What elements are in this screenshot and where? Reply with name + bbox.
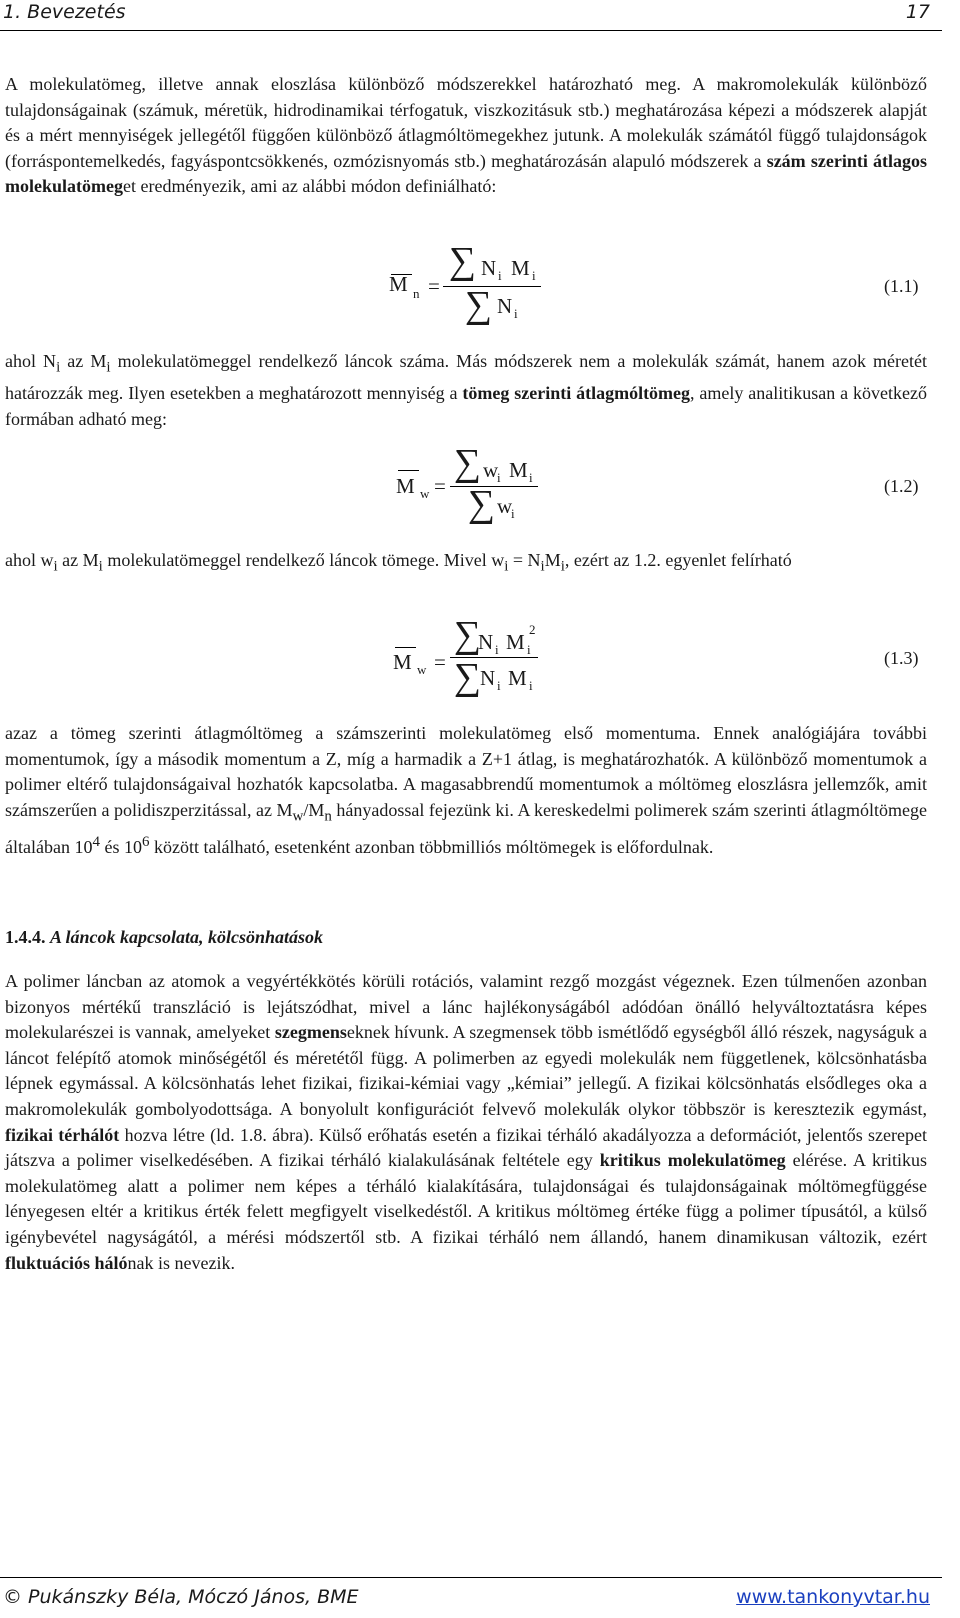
eq-lhs-sub: n — [413, 286, 420, 301]
section-number: 1.4.4. — [5, 927, 46, 947]
p4-c: és 10 — [99, 836, 142, 857]
term-mass-average: tömeg szerinti átlagmóltömeg — [462, 383, 691, 404]
p3-a: az M — [57, 550, 99, 570]
p5-c: eknek hívunk. A szegmensek több ismétlődő egységből álló részek, nagyságuk a láncot felépítő atomok minőségétől és méretétől függ. A polimerben az egyedi molekulák nem függetlenek, kölcsönhatásba lépnek egymással. A kölcsönhatás lehet fizikai, fizikai-kémiai vagy „kémiai” jellegű. A fizikai kölcsönhatás elsődleges oka a makromolekulák gombolyodottsága. A bonyolult konfigurációt felvevő molekulák olykor többször is keresztezik egymást, — [5, 1022, 927, 1119]
eq-lhs: M — [389, 272, 408, 296]
paragraph-mass-average — [5, 349, 927, 432]
p4-text: azaz a tömeg szerinti átlagmóltömeg a számszerinti molekulatömeg első momentuma. Ennek analógiájára további momentumok, így a második momentum a Z, míg a harmadik a Z+1 átlag, is meghatározhatók. A különböző momentumok a polimer eltérő tulajdonságaival hozhatók kapcsolatba. A magasabbrendű momentumok a móltömeg eloszlásra jellemzők, amit számszerűen a polidiszperzitással, az M — [5, 723, 927, 820]
page-number: 17 — [905, 1, 930, 23]
sum-symbol: ∑ — [454, 656, 482, 698]
eq-exponent: 2 — [529, 622, 536, 637]
footer-link[interactable]: www.tankonyvtar.hu — [736, 1586, 930, 1608]
eq-den-b: M — [508, 666, 527, 690]
eq-sub: i — [511, 506, 515, 521]
section-heading — [5, 927, 323, 948]
term-segment: szegmens — [274, 1022, 347, 1043]
page-header — [0, 0, 942, 31]
term-critical-mass: kritikus molekulatömeg — [599, 1150, 786, 1171]
eq-lhs-sub: w — [417, 662, 427, 677]
paragraph-mass-relation — [5, 548, 927, 580]
eq-num-a: N — [478, 630, 494, 654]
equation-number: (1.2) — [884, 476, 919, 496]
p4-b: hányadossal fejezünk ki. A kereskedelmi polimerek szám szerinti átlagmóltömege általában 10 — [5, 799, 927, 857]
eq-sub: i — [529, 678, 533, 693]
p2-a: az M — [60, 351, 107, 371]
sup-4: 4 — [92, 833, 100, 850]
sub-i: i — [53, 558, 58, 575]
sub-i: i — [540, 558, 545, 575]
p3-c: = N — [508, 550, 541, 570]
eq-sub: i — [527, 642, 531, 657]
eq-lhs: M — [393, 650, 412, 674]
p5-e: elérése. A kritikus molekulatömeg alatt a polimer nem képes a térháló kialakítására, tulajdonságai és tulajdonságainak móltömegfüggése lényegesen eltér a kritikus érték felett megfigyelt viselkedéstől. A kritikus móltömeg értéke függ a polimer típusától, a külső igénybevétel nagyságától, a mérési módszertől stb. A fizikai térháló nem állandó, hanem dinamikusan változik, ezért — [5, 1150, 928, 1247]
sub-n: n — [324, 808, 332, 825]
sub-i: i — [504, 558, 509, 575]
p3-b: molekulatömeggel rendelkező láncok tömege. Mivel w — [102, 550, 505, 570]
p3-d: M — [544, 550, 561, 570]
p2-text: ahol N — [5, 351, 57, 371]
eq-lhs-sub: w — [420, 486, 430, 501]
sub-i: i — [560, 558, 565, 575]
equals: = — [434, 650, 446, 674]
sub-i: i — [56, 359, 61, 376]
sum-symbol: ∑ — [454, 442, 482, 484]
overline — [398, 470, 419, 471]
eq-num-b: M — [506, 630, 525, 654]
p5-d: hozva létre (ld. 1.8. ábra). Külső erőhatás esetén a fizikai térháló akadályozza a deformációt, jelentős szerepet játszva a polimer viselkedésében. A fizikai térháló kialakulásának feltétele egy — [5, 1124, 927, 1171]
equals: = — [434, 474, 446, 498]
equation-1-2 — [0, 442, 960, 554]
chapter-title: 1. Bevezetés — [3, 1, 126, 23]
term-number-average: szám szerinti átlagos molekulatömeg — [5, 150, 928, 197]
sum-symbol: ∑ — [465, 284, 493, 326]
sum-symbol: ∑ — [468, 483, 496, 525]
equation-1-1 — [0, 240, 960, 348]
eq-den: N — [497, 294, 513, 318]
eq-sub: i — [495, 642, 499, 657]
term-fluctuation-net: fluktuációs háló — [5, 1252, 128, 1273]
eq-den-a: N — [480, 666, 496, 690]
p4-slash: /M — [303, 799, 325, 820]
p2-tail: , amely analitikusan a következő formában adható meg: — [5, 383, 927, 429]
eq-den: w — [497, 494, 513, 518]
eq-sub: i — [514, 306, 518, 321]
eq-sub: i — [498, 268, 502, 283]
eq-num-b: M — [509, 458, 528, 482]
sum-symbol: ∑ — [454, 614, 482, 656]
p3-e: , ezért az 1.2. egyenlet felírható — [564, 550, 792, 570]
sub-i: i — [106, 359, 111, 376]
p3-text: ahol w — [5, 550, 54, 570]
p5-f: nak is nevezik. — [127, 1252, 235, 1273]
eq-num-b: M — [511, 256, 530, 280]
eq-sub: i — [532, 268, 536, 283]
section-title: A láncok kapcsolata, kölcsönhatások — [50, 927, 324, 947]
sum-symbol: ∑ — [449, 240, 477, 282]
term-physical-network: fizikai térhálót — [5, 1124, 120, 1145]
eq-lhs: M — [396, 474, 415, 498]
eq-sub: i — [529, 470, 533, 485]
footer-authors: © Pukánszky Béla, Móczó János, BME — [3, 1586, 359, 1608]
equation-number: (1.3) — [884, 648, 919, 668]
sub-w: w — [292, 808, 304, 825]
p4-d: között található, esetenként azonban többmilliós móltömegek is előfordulnak. — [149, 836, 714, 857]
overline — [395, 647, 416, 648]
page-footer — [0, 1577, 942, 1618]
p1-text: A molekulatömeg, illetve annak eloszlása különböző módszerekkel határozható meg. A makromolekulák különböző tulajdonságainak (számuk, méretük, hidrodinamikai térfogatuk, viszkozitásuk stb.) meghatározása képezi a módszerek alapját és a mért mennyiségek jellegétől függően különböző átlagmóltömegekhez jutunk. A molekulák számától függő tulajdonságok (forráspontemelkedés, fagyáspontcsökkenés, ozmózisnyomás stb.) meghatározásán alapuló módszerek a — [5, 74, 927, 171]
p1-tail: et eredményezik, ami az alábbi módon definiálható: — [122, 176, 497, 197]
p5-a: A polimer láncban az atomok a vegyértékkötés körüli rotációs, valamint rezgő mozgást végeznek. Ezen túlmenően azonban bizonyos mértékű transzláció is lejátszódhat, mivel a lánc hajlékonyságából adódóan önálló helyváltoztatásra képes molekularészei is vannak, amelyeket — [5, 971, 927, 1043]
p2-b: molekulatömeggel rendelkező láncok száma. Más módszerek nem a molekulák számát, hanem azok méretét határozzák meg. Ilyen esetekben a meghatározott mennyiség a — [5, 351, 927, 404]
eq-sub: i — [497, 678, 501, 693]
equals: = — [428, 274, 440, 298]
eq-num-a: N — [481, 256, 497, 280]
sub-i: i — [98, 558, 103, 575]
paragraph-chain-interactions — [5, 969, 927, 1276]
eq-num-a: w — [483, 458, 499, 482]
eq-sub: i — [497, 470, 501, 485]
equation-number: (1.1) — [884, 276, 919, 296]
equation-1-3 — [0, 614, 960, 722]
paragraph-molecular-weight — [5, 72, 927, 200]
sup-6: 6 — [141, 833, 150, 850]
paragraph-moments — [5, 721, 927, 861]
